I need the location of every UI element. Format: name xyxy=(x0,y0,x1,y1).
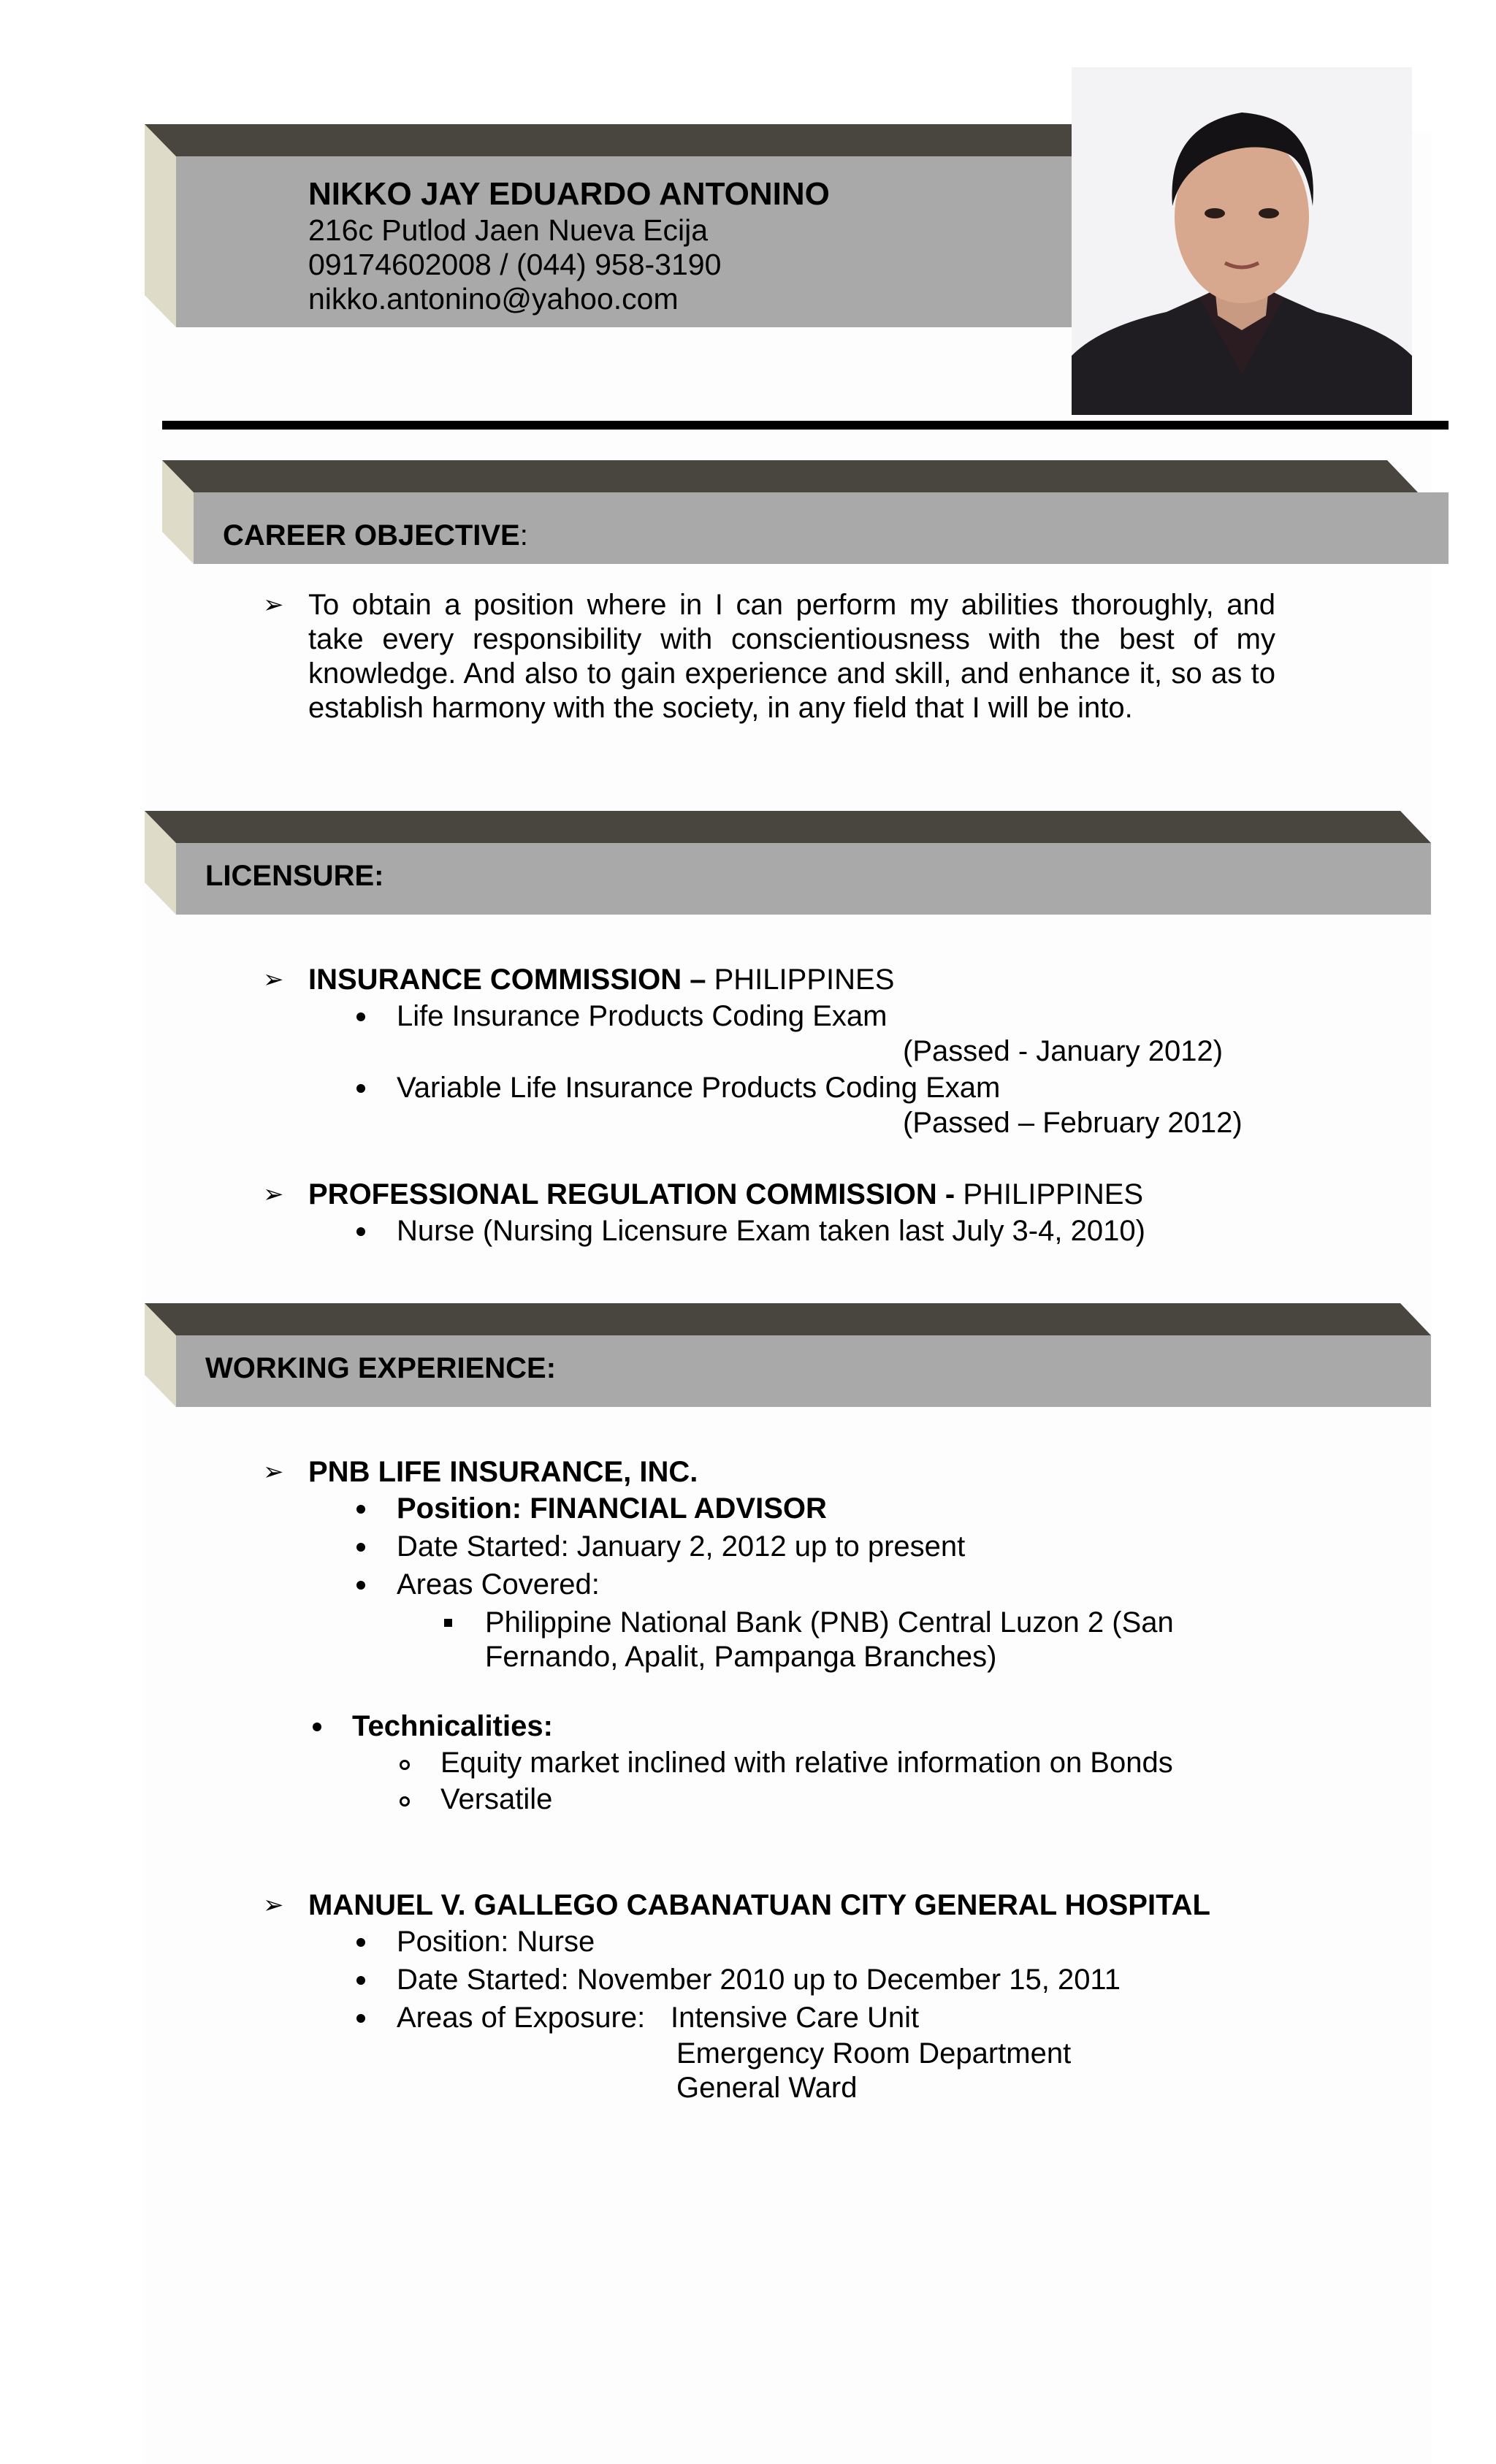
bullet-circle-icon xyxy=(400,1796,410,1807)
working-experience-band xyxy=(145,1303,1431,1407)
exposure-item: General Ward xyxy=(676,2072,858,2104)
pnb-area: Fernando, Apalit, Pampanga Branches) xyxy=(485,1641,997,1673)
pnb-date: Date Started: January 2, 2012 up to present xyxy=(397,1530,966,1563)
prc: PROFESSIONAL REGULATION COMMISSION - PHILIPPINES xyxy=(308,1178,1144,1210)
exam-status: (Passed – February 2012) xyxy=(903,1107,1243,1139)
address: 216c Putlod Jaen Nueva Ecija xyxy=(308,213,709,247)
arrow-bullet-icon: ➢ xyxy=(263,1180,284,1208)
hospital-exposure-label: Areas of Exposure: xyxy=(397,2002,646,2034)
arrow-bullet-icon: ➢ xyxy=(263,591,284,619)
bullet-dot-icon xyxy=(356,1581,365,1590)
bullet-dot-icon xyxy=(313,1723,321,1731)
career-objective-band xyxy=(162,460,1449,564)
bullet-dot-icon xyxy=(356,1084,365,1093)
header-divider xyxy=(162,421,1449,430)
hospital-date: Date Started: November 2010 up to December 15, 2011 xyxy=(397,1964,1121,1996)
career-objective-text: To obtain a position where in I can perform my abilities thoroughly, and take every responsibility with conscientiousness with the best of my knowledge. And also to gain experience and skill, and enhance it, so as to establish harmony with the society, in any field that I will be into. xyxy=(308,589,1275,724)
profile-photo xyxy=(1072,67,1412,415)
company-hospital: MANUEL V. GALLEGO CABANATUAN CITY GENERAL HOSPITAL xyxy=(308,1889,1210,1921)
email: nikko.antonino@yahoo.com xyxy=(308,282,679,316)
bullet-dot-icon xyxy=(356,1227,365,1236)
hospital-position: Position: Nurse xyxy=(397,1926,595,1958)
pnb-areas-label: Areas Covered: xyxy=(397,1568,600,1601)
bullet-dot-icon xyxy=(356,1012,365,1021)
contact-info xyxy=(308,175,830,316)
exam-variable-life: Variable Life Insurance Products Coding Exam xyxy=(397,1072,1001,1104)
exposure-item: Intensive Care Unit xyxy=(671,2002,920,2034)
bullet-circle-icon xyxy=(400,1760,410,1770)
bullet-dot-icon xyxy=(356,2014,365,2023)
bullet-dot-icon xyxy=(356,1976,365,1985)
arrow-bullet-icon: ➢ xyxy=(263,1458,284,1486)
insurance-commission: INSURANCE COMMISSION – PHILIPPINES xyxy=(308,964,895,996)
section-title: WORKING EXPERIENCE: xyxy=(205,1352,557,1384)
pnb-position: Position: FINANCIAL ADVISOR xyxy=(397,1492,827,1525)
bullet-dot-icon xyxy=(356,1938,365,1947)
phone-numbers: 09174602008 / (044) 958-3190 xyxy=(308,248,722,281)
exposure-item: Emergency Room Department xyxy=(676,2037,1072,2070)
section-title: CAREER OBJECTIVE: xyxy=(223,519,528,552)
pnb-area: Philippine National Bank (PNB) Central Luzon 2 (San xyxy=(485,1606,1174,1639)
arrow-bullet-icon: ➢ xyxy=(263,1891,284,1919)
applicant-name: NIKKO JAY EDUARDO ANTONINO xyxy=(308,176,830,212)
technicality-item: Equity market inclined with relative information on Bonds xyxy=(440,1747,1173,1779)
exam-life-insurance: Life Insurance Products Coding Exam xyxy=(397,1000,888,1032)
company-pnb: PNB LIFE INSURANCE, INC. xyxy=(308,1456,698,1488)
nurse-license: Nurse (Nursing Licensure Exam taken last July 3-4, 2010) xyxy=(397,1215,1145,1247)
technicality-item: Versatile xyxy=(440,1783,553,1815)
bullet-dot-icon xyxy=(356,1505,365,1514)
technicalities-label: Technicalities: xyxy=(352,1710,553,1742)
bullet-square-icon xyxy=(444,1619,452,1627)
bullet-dot-icon xyxy=(356,1543,365,1552)
licensure-band xyxy=(145,811,1431,915)
arrow-bullet-icon: ➢ xyxy=(263,966,284,993)
exam-status: (Passed - January 2012) xyxy=(903,1035,1224,1067)
section-title: LICENSURE: xyxy=(205,860,384,892)
